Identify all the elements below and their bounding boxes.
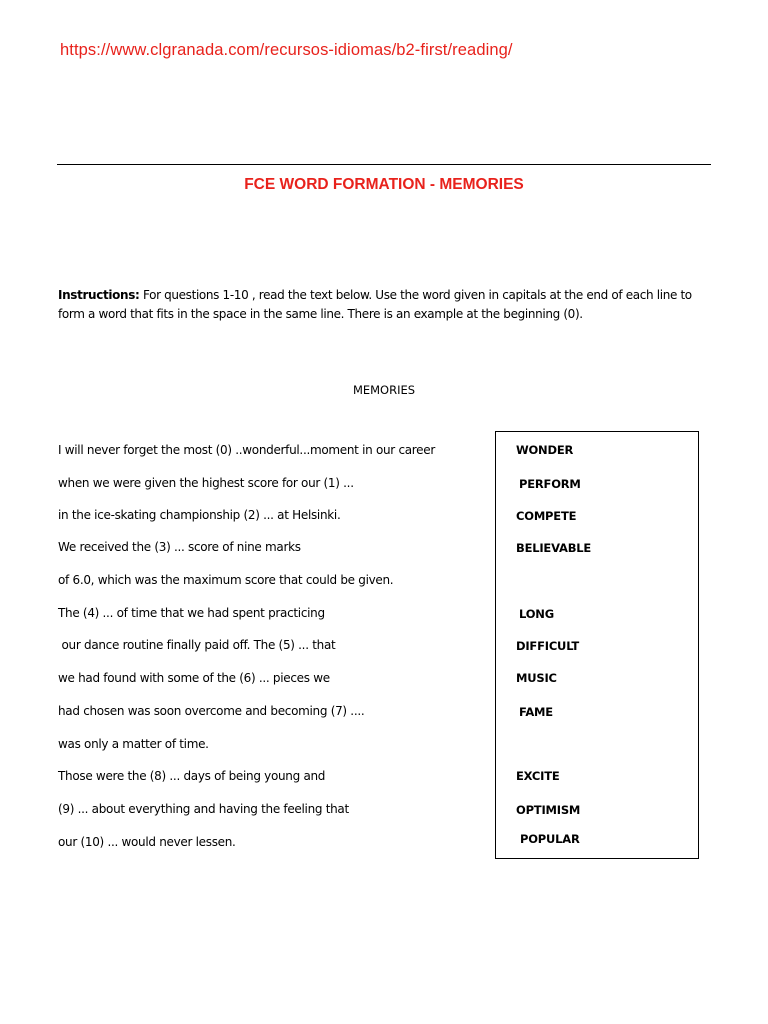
text-line-2: in the ice-skating championship (2) ... at Helsinki.: [58, 508, 341, 522]
instructions-text: For questions 1-10 , read the text below. Use the word given in capitals at the end of each line to form a word that fits in the space in the same line. There is an example at the beginning (0).: [58, 288, 692, 321]
word-excite: EXCITE: [516, 769, 560, 783]
horizontal-divider: [57, 164, 711, 165]
word-popular: POPULAR: [520, 832, 580, 846]
text-line-12: our (10) ... would never lessen.: [58, 835, 236, 849]
word-optimism: OPTIMISM: [516, 803, 581, 817]
text-line-8: had chosen was soon overcome and becoming (7) ....: [58, 704, 365, 718]
instructions-label: Instructions:: [58, 288, 140, 302]
word-compete: COMPETE: [516, 509, 577, 523]
instructions-paragraph: [58, 286, 718, 323]
text-line-11: (9) ... about everything and having the feeling that: [58, 802, 349, 816]
worksheet-title: FCE WORD FORMATION - MEMORIES: [244, 176, 524, 193]
text-line-7: we had found with some of the (6) ... pieces we: [58, 671, 330, 685]
text-line-9: was only a matter of time.: [58, 737, 209, 751]
word-fame: FAME: [519, 705, 553, 719]
text-line-10: Those were the (8) ... days of being young and: [58, 769, 326, 783]
text-line-1: when we were given the highest score for our (1) ...: [58, 476, 354, 490]
text-heading: MEMORIES: [352, 383, 416, 397]
word-believable: BELIEVABLE: [516, 541, 592, 555]
word-music: MUSIC: [516, 671, 557, 685]
word-wonder: WONDER: [516, 443, 574, 457]
text-line-0: I will never forget the most (0) ..wonderful...moment in our career: [58, 443, 435, 457]
word-perform: PERFORM: [519, 477, 581, 491]
word-long: LONG: [519, 607, 554, 621]
text-line-3: We received the (3) ... score of nine marks: [58, 540, 301, 554]
text-line-5: The (4) ... of time that we had spent practicing: [58, 606, 325, 620]
text-line-6: our dance routine finally paid off. The (5) ... that: [58, 638, 336, 652]
word-difficult: DIFFICULT: [516, 639, 580, 653]
source-url-link[interactable]: https://www.clgranada.com/recursos-idiomas/b2-first/reading/: [60, 41, 513, 59]
text-line-4: of 6.0, which was the maximum score that could be given.: [58, 573, 394, 587]
